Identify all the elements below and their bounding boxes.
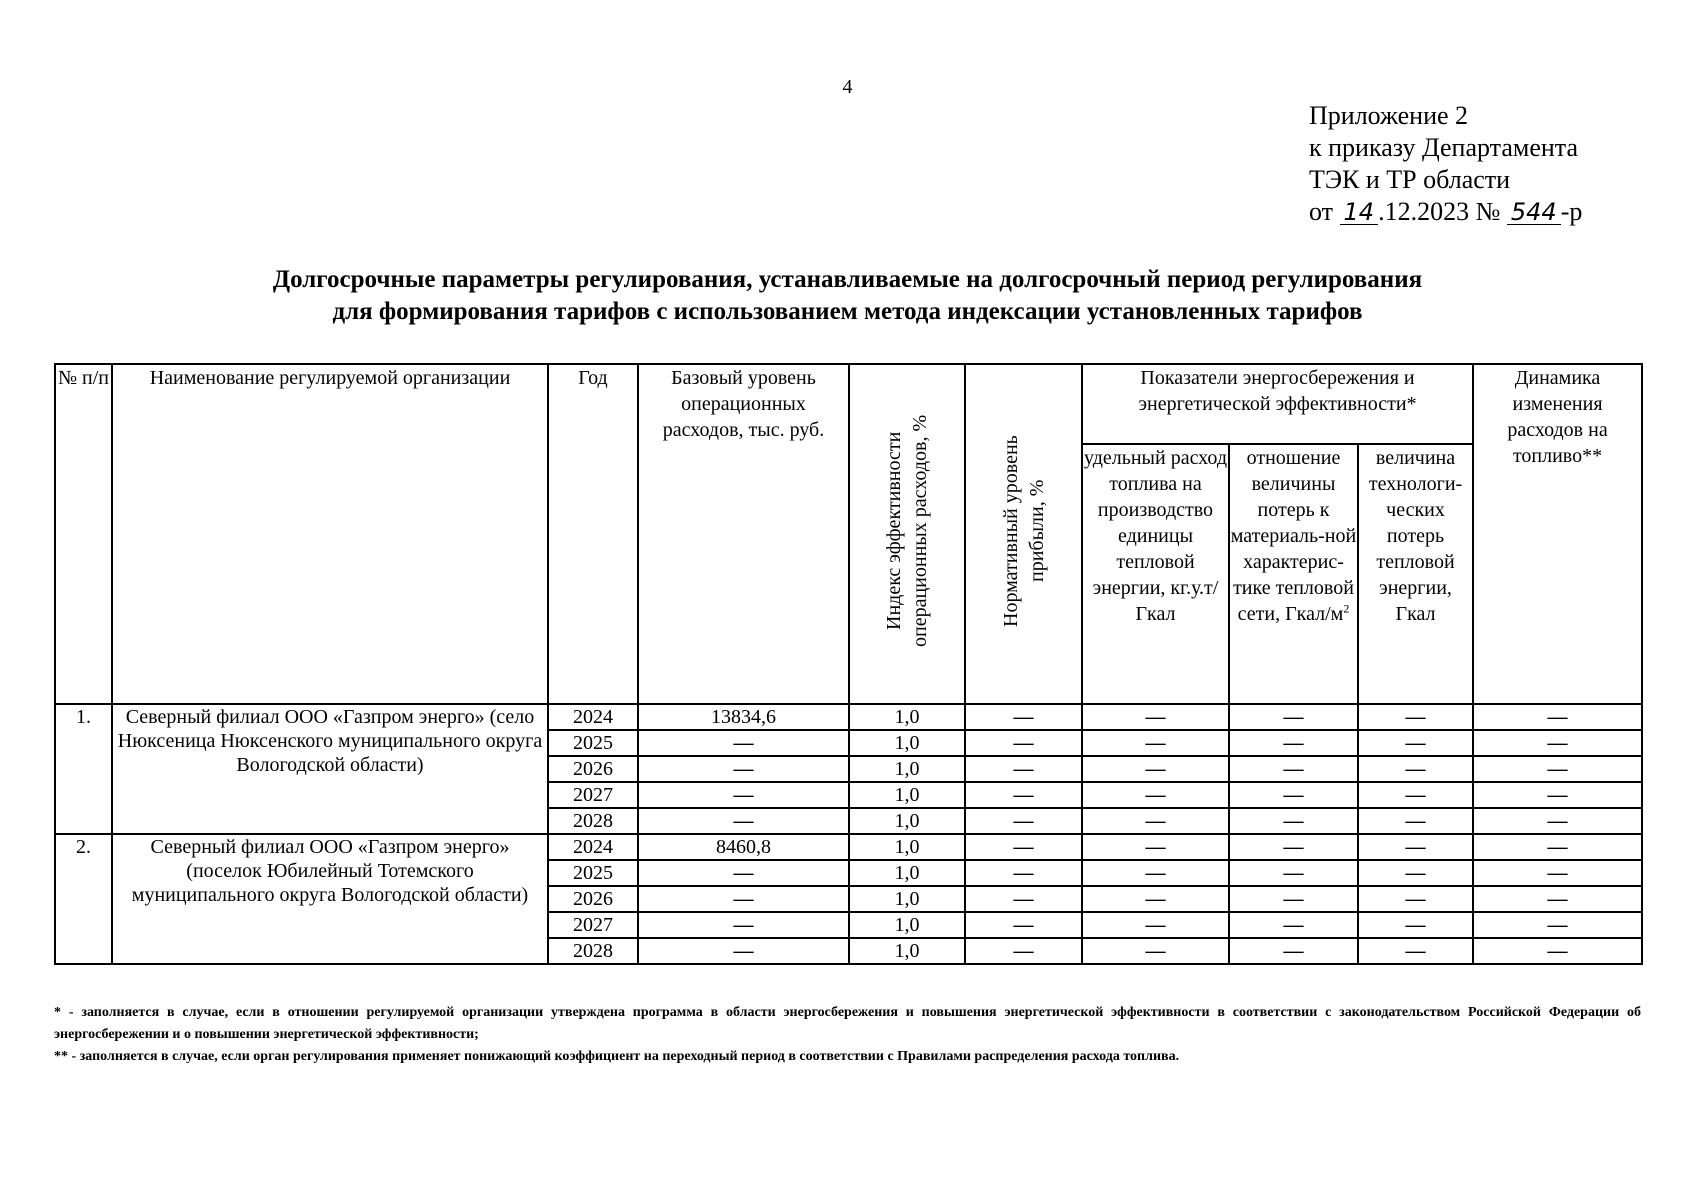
org-1-name: Северный филиал ООО «Газпром энерго» (село Нюксеница Нюксенского муниципального округа Вологодской области) — [112, 704, 548, 834]
dynamics-cell: — — [1473, 886, 1642, 912]
index-cell: 1,0 — [849, 912, 965, 938]
header-profit-level: Нормативный уровень прибыли, % — [965, 364, 1082, 704]
appendix-line-1: Приложение 2 — [1309, 101, 1469, 130]
base-cell: — — [638, 730, 849, 756]
index-cell: 1,0 — [849, 808, 965, 834]
tech-losses-cell: — — [1358, 912, 1473, 938]
profit-cell: — — [965, 730, 1082, 756]
tech-losses-cell: — — [1358, 938, 1473, 964]
header-energy-indicators: Показатели энергосбережения и энергетической эффективности* — [1082, 364, 1473, 444]
base-cell: — — [638, 938, 849, 964]
base-cell: — — [638, 808, 849, 834]
appendix-date-line — [1309, 196, 1582, 228]
date-rest: .12.2023 № — [1378, 197, 1501, 226]
table-row — [55, 704, 1642, 730]
tech-losses-cell: — — [1358, 782, 1473, 808]
base-cell: — — [638, 886, 849, 912]
org-1-num: 1. — [55, 704, 112, 834]
page-number: 4 — [842, 76, 853, 98]
fuel-rate-cell: — — [1082, 912, 1229, 938]
year-cell: 2024 — [548, 834, 638, 860]
dynamics-cell: — — [1473, 860, 1642, 886]
header-num: № п/п — [55, 364, 112, 704]
loss-ratio-cell: — — [1229, 808, 1358, 834]
dynamics-cell: — — [1473, 912, 1642, 938]
year-cell: 2027 — [548, 782, 638, 808]
footnote-2: ** - заполняется в случае, если орган регулирования применяет понижающий коэффициент на переходный период в соответствии с Правилами распределения расхода топлива. — [54, 1049, 1180, 1064]
profit-cell: — — [965, 834, 1082, 860]
year-cell: 2025 — [548, 730, 638, 756]
loss-ratio-cell: — — [1229, 730, 1358, 756]
header-year: Год — [548, 364, 638, 704]
tech-losses-cell: — — [1358, 860, 1473, 886]
dynamics-cell: — — [1473, 808, 1642, 834]
dynamics-cell: — — [1473, 834, 1642, 860]
dynamics-cell: — — [1473, 938, 1642, 964]
fuel-rate-cell: — — [1082, 730, 1229, 756]
tech-losses-cell: — — [1358, 834, 1473, 860]
index-cell: 1,0 — [849, 704, 965, 730]
base-cell: 8460,8 — [638, 834, 849, 860]
year-cell: 2028 — [548, 938, 638, 964]
appendix-line-2: к приказу Департамента — [1309, 133, 1579, 162]
dynamics-cell: — — [1473, 730, 1642, 756]
appendix-block — [1309, 100, 1582, 228]
header-org: Наименование регулируемой организации — [112, 364, 548, 704]
year-cell: 2024 — [548, 704, 638, 730]
table-row — [55, 834, 1642, 860]
dynamics-cell: — — [1473, 704, 1642, 730]
order-suffix: -р — [1560, 197, 1583, 226]
title-line-1: Долгосрочные параметры регулирования, устанавливаемые на долгосрочный период регулирования — [272, 266, 1423, 293]
org-2-name: Северный филиал ООО «Газпром энерго» (поселок Юбилейный Тотемского муниципального округа Вологодской области) — [112, 834, 548, 964]
base-cell: — — [638, 860, 849, 886]
title-line-2: для формирования тарифов с использованием метода индексации установленных тарифов — [332, 298, 1363, 325]
base-cell: 13834,6 — [638, 704, 849, 730]
parameters-table — [54, 363, 1643, 965]
profit-cell: — — [965, 782, 1082, 808]
tech-losses-cell: — — [1358, 808, 1473, 834]
loss-ratio-cell: — — [1229, 704, 1358, 730]
tech-losses-cell: — — [1358, 886, 1473, 912]
profit-cell: — — [965, 912, 1082, 938]
profit-cell: — — [965, 756, 1082, 782]
year-cell: 2025 — [548, 860, 638, 886]
loss-ratio-cell: — — [1229, 938, 1358, 964]
date-prefix: от — [1309, 197, 1334, 226]
fuel-rate-cell: — — [1082, 834, 1229, 860]
index-cell: 1,0 — [849, 886, 965, 912]
dynamics-cell: — — [1473, 756, 1642, 782]
profit-cell: — — [965, 860, 1082, 886]
org-2-num: 2. — [55, 834, 112, 964]
document-title — [0, 264, 1695, 328]
date-day-handwritten: 14 — [1340, 200, 1379, 225]
loss-ratio-cell: — — [1229, 756, 1358, 782]
base-cell: — — [638, 782, 849, 808]
index-cell: 1,0 — [849, 938, 965, 964]
index-cell: 1,0 — [849, 834, 965, 860]
fuel-rate-cell: — — [1082, 938, 1229, 964]
tech-losses-cell: — — [1358, 756, 1473, 782]
fuel-rate-cell: — — [1082, 886, 1229, 912]
index-cell: 1,0 — [849, 860, 965, 886]
index-cell: 1,0 — [849, 730, 965, 756]
index-cell: 1,0 — [849, 756, 965, 782]
year-cell: 2026 — [548, 756, 638, 782]
header-efficiency-index: Индекс эффективности операционных расходов, % — [849, 364, 965, 704]
header-tech-losses: величина технологи-ческих потерь тепловой энергии, Гкал — [1358, 444, 1473, 704]
fuel-rate-cell: — — [1082, 808, 1229, 834]
profit-cell: — — [965, 808, 1082, 834]
base-cell: — — [638, 756, 849, 782]
dynamics-cell: — — [1473, 782, 1642, 808]
header-fuel-dynamics: Динамика изменения расходов на топливо** — [1473, 364, 1642, 704]
header-base-level: Базовый уровень операционных расходов, тыс. руб. — [638, 364, 849, 704]
footnote-1: * - заполняется в случае, если в отношении регулируемой организации утверждена программа в области энергосбережения и повышения энергетической эффективности в соответствии с законодательством Российской Федерации об энергосбережении и о повышении энергетической эффективности; — [54, 1005, 1641, 1042]
fuel-rate-cell: — — [1082, 756, 1229, 782]
loss-ratio-cell: — — [1229, 860, 1358, 886]
year-cell: 2027 — [548, 912, 638, 938]
year-cell: 2026 — [548, 886, 638, 912]
index-cell: 1,0 — [849, 782, 965, 808]
year-cell: 2028 — [548, 808, 638, 834]
header-fuel-rate: удельный расход топлива на производство единицы тепловой энергии, кг.у.т/Гкал — [1082, 444, 1229, 704]
fuel-rate-cell: — — [1082, 704, 1229, 730]
order-number-handwritten: 544 — [1507, 200, 1561, 225]
appendix-line-3: ТЭК и ТР области — [1309, 165, 1511, 194]
fuel-rate-cell: — — [1082, 782, 1229, 808]
tech-losses-cell: — — [1358, 704, 1473, 730]
profit-cell: — — [965, 938, 1082, 964]
loss-ratio-cell: — — [1229, 886, 1358, 912]
header-loss-ratio: отношение величины потерь к материаль-ной характерис-тике тепловой сети, Гкал/$м^2$ — [1229, 444, 1358, 704]
fuel-rate-cell: — — [1082, 860, 1229, 886]
profit-cell: — — [965, 704, 1082, 730]
loss-ratio-cell: — — [1229, 834, 1358, 860]
base-cell: — — [638, 912, 849, 938]
profit-cell: — — [965, 886, 1082, 912]
loss-ratio-cell: — — [1229, 782, 1358, 808]
loss-ratio-cell: — — [1229, 912, 1358, 938]
tech-losses-cell: — — [1358, 730, 1473, 756]
